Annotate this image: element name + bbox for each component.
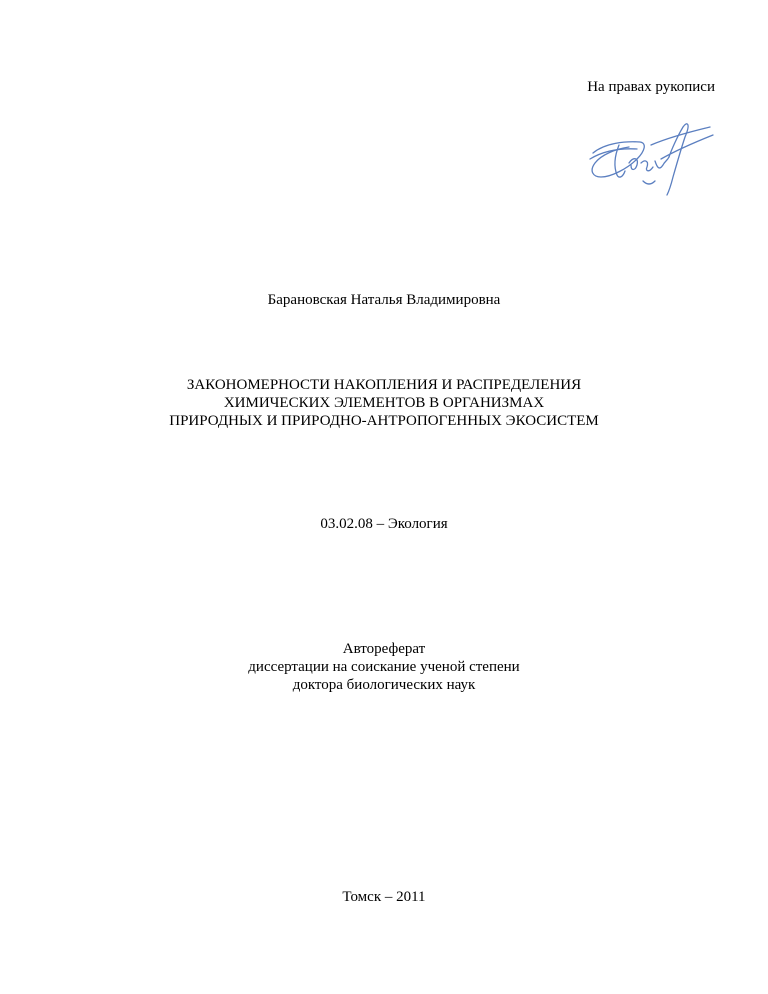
author-name: Барановская Наталья Владимировна: [267, 292, 501, 308]
dissertation-title: [0, 376, 768, 430]
description-line: Автореферат: [342, 641, 426, 657]
document-description: [0, 640, 768, 694]
description-line: доктора биологических наук: [292, 677, 476, 693]
title-line: ХИМИЧЕСКИХ ЭЛЕМЕНТОВ В ОРГАНИЗМАХ: [223, 395, 545, 411]
signature-icon: [585, 115, 720, 200]
rights-note: На правах рукописи: [587, 79, 715, 95]
description-line: диссертации на соискание ученой степени: [248, 659, 520, 675]
title-line: ПРИРОДНЫХ И ПРИРОДНО-АНТРОПОГЕННЫХ ЭКОСИСТЕМ: [169, 413, 599, 429]
place-and-year: Томск – 2011: [342, 889, 426, 905]
title-line: ЗАКОНОМЕРНОСТИ НАКОПЛЕНИЯ И РАСПРЕДЕЛЕНИЯ: [186, 377, 582, 393]
specialty-code: 03.02.08 – Экология: [320, 516, 448, 532]
